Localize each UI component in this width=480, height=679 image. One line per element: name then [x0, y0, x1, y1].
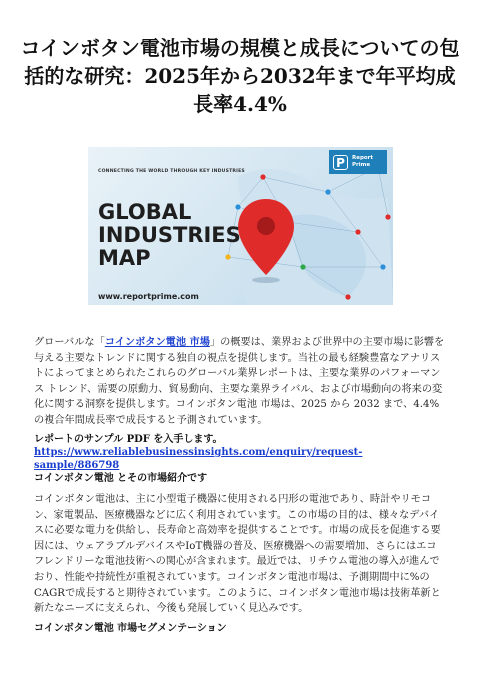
- report-prime-logo: [329, 150, 387, 174]
- banner-line-1: GLOBAL: [98, 200, 192, 224]
- banner-tagline: CONNECTING THE WORLD THROUGH KEY INDUSTRIES: [98, 169, 245, 174]
- sample-link[interactable]: https://www.reliablebusinessinsights.com/enquiry/request-sample/886798: [34, 447, 363, 471]
- banner-headline: [98, 201, 241, 270]
- sample-request: [34, 433, 446, 472]
- page-title: コインボタン電池市場の規模と成長についての包括的な研究：2025年から2032年まで年平均成長率4.4%: [20, 36, 460, 116]
- banner-image: [88, 147, 393, 305]
- section-heading-segmentation: コインボタン電池 市場セグメンテーション: [34, 623, 227, 634]
- section-body-intro: コインボタン電池は、主に小型電子機器に使用される円形の電池であり、時計やリモコン、家電製品、医療機器などに広く利用されています。この市場の目的は、様々なデバイスに必要な電力を供給し、長寿命と高効率を提供することです。市場の成長を促進する要因には、ウェアラブルデバイスやIoT機器の普及、医療機器への需要増加、さらにはエコフレンドリーな電池技術への関心が含まれます。最近では、リチウム電池の導入が進んでおり、性能や持続性が重視されています。コインボタン電池市場は、予測期間中に%のCAGRで成長すると期待されています。このように、コインボタン電池市場は技術革新と新たなニーズに支えられ、今後も発展していく見込みです。: [34, 494, 441, 615]
- logo-text: Report Prime: [352, 155, 374, 168]
- intro-paragraph: グローバルな「コインボタン電池 市場」の概要は、業界および世界中の主要市場に影響を与える主要なトレンドに関する独自の視点を提供します。当社の最も経験豊富なアナリストによってまとめられたこれらのグローバル業界レポートは、主要な業界のパフォーマンス トレンド、需要の原動力、貿易動向、主要な業界ライバル、および市場動向の将来の変化に関する洞察を提供します。コインボタン電池 市場は、2025 から 2032 まで、4.4% の複合年間成長率で成長すると予測されています。: [34, 336, 445, 426]
- banner-line-3: MAP: [98, 246, 151, 270]
- banner-line-2: INDUSTRIES: [98, 223, 241, 247]
- sample-label: レポートのサンプル PDF を入手します。: [34, 434, 223, 445]
- market-link[interactable]: コインボタン電池 市場: [104, 336, 210, 348]
- banner-url: www.reportprime.com: [98, 292, 199, 301]
- logo-mark-icon: P: [333, 155, 348, 170]
- section-heading-intro: コインボタン電池 とその市場紹介です: [34, 473, 208, 484]
